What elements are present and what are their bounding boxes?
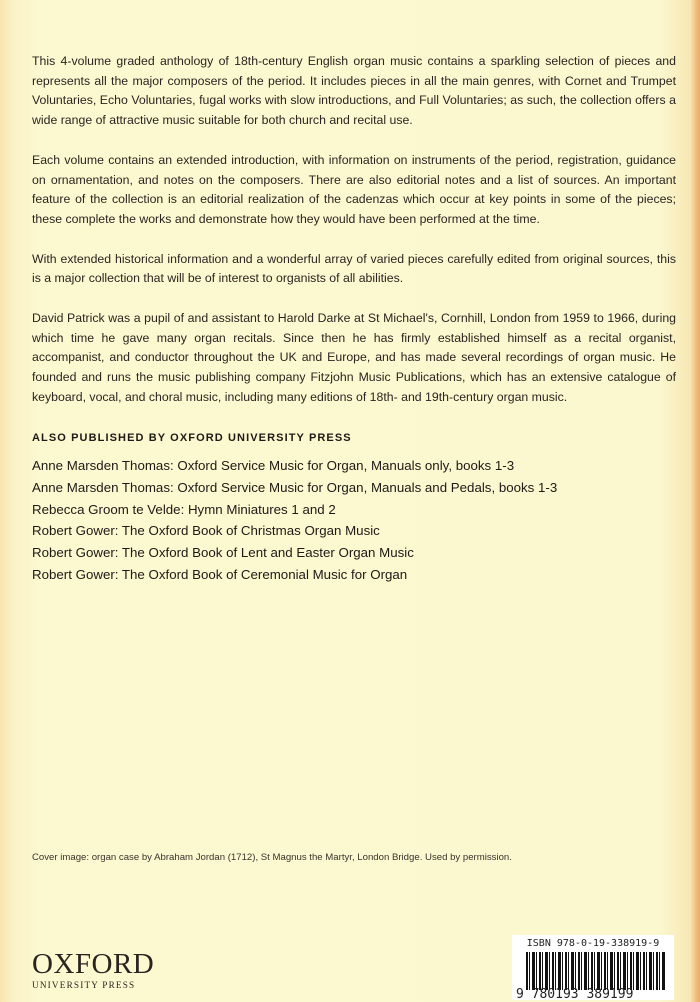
book-description <box>32 52 676 428</box>
description-paragraph: With extended historical information and a wonderful array of varied pieces carefully edited from original sources, this is a major collection that will be of interest to organists of all abilities. <box>32 251 676 286</box>
description-paragraph: Each volume contains an extended introduction, with information on instruments of the period, registration, guidance on ornamentation, and notes on the composers. There are also editorial notes and a list of sources. An important feature of the collection is an editorial realization of the cadenzas which occur at key points in some of the pieces; these complete the works and demonstrate how they would have been performed at the time. <box>32 152 676 226</box>
related-title: Robert Gower: The Oxford Book of Lent and Easter Organ Music <box>32 545 414 561</box>
related-title: Robert Gower: The Oxford Book of Ceremonial Music for Organ <box>32 566 408 582</box>
isbn-label: ISBN 978-0-19-338919-9 <box>526 938 660 949</box>
also-published-heading: ALSO PUBLISHED BY OXFORD UNIVERSITY PRESS <box>32 432 352 444</box>
related-title: Robert Gower: The Oxford Book of Christmas Organ Music <box>32 523 380 539</box>
logo-university-press: UNIVERSITY PRESS <box>32 980 136 990</box>
barcode-bars <box>526 952 666 990</box>
related-title: Anne Marsden Thomas: Oxford Service Music for Organ, Manuals only, books 1-3 <box>32 458 515 473</box>
related-titles-list <box>32 455 632 586</box>
related-title: Rebecca Groom te Velde: Hymn Miniatures 1 and 2 <box>32 501 336 517</box>
oup-logo <box>32 950 154 990</box>
also-published-section <box>32 432 632 586</box>
logo-oxford: OXFORD <box>32 948 155 980</box>
barcode-digits: 9 780193 389199 <box>516 987 634 1002</box>
isbn-barcode <box>512 935 674 1000</box>
cover-image-credit: Cover image: organ case by Abraham Jordan (1712), St Magnus the Martyr, London Bridge. Used by permission. <box>32 852 512 863</box>
author-bio: David Patrick was a pupil of and assistant to Harold Darke at St Michael's, Cornhill, London from 1959 to 1966, during which time he gave many organ recitals. Since then he has firmly established himself as a recital organist, accompanist, and conductor throughout the UK and Europe, and has made several recordings of organ music. He founded and runs the music publishing company Fitzjohn Music Publications, which has an extensive catalogue of keyboard, vocal, and choral music, including many editions of 18th- and 19th-century organ music. <box>32 311 676 404</box>
related-title: Anne Marsden Thomas: Oxford Service Music for Organ, Manuals and Pedals, books 1-3 <box>32 479 558 495</box>
description-paragraph: This 4-volume graded anthology of 18th-century English organ music contains a sparkling selection of pieces and represents all the major composers of the period. It includes pieces in all the main genres, with Cornet and Trumpet Voluntaries, Echo Voluntaries, fugal works with slow introductions, and Full Voluntaries; as such, the collection offers a wide range of attractive music suitable for both church and recital use. <box>32 54 676 128</box>
